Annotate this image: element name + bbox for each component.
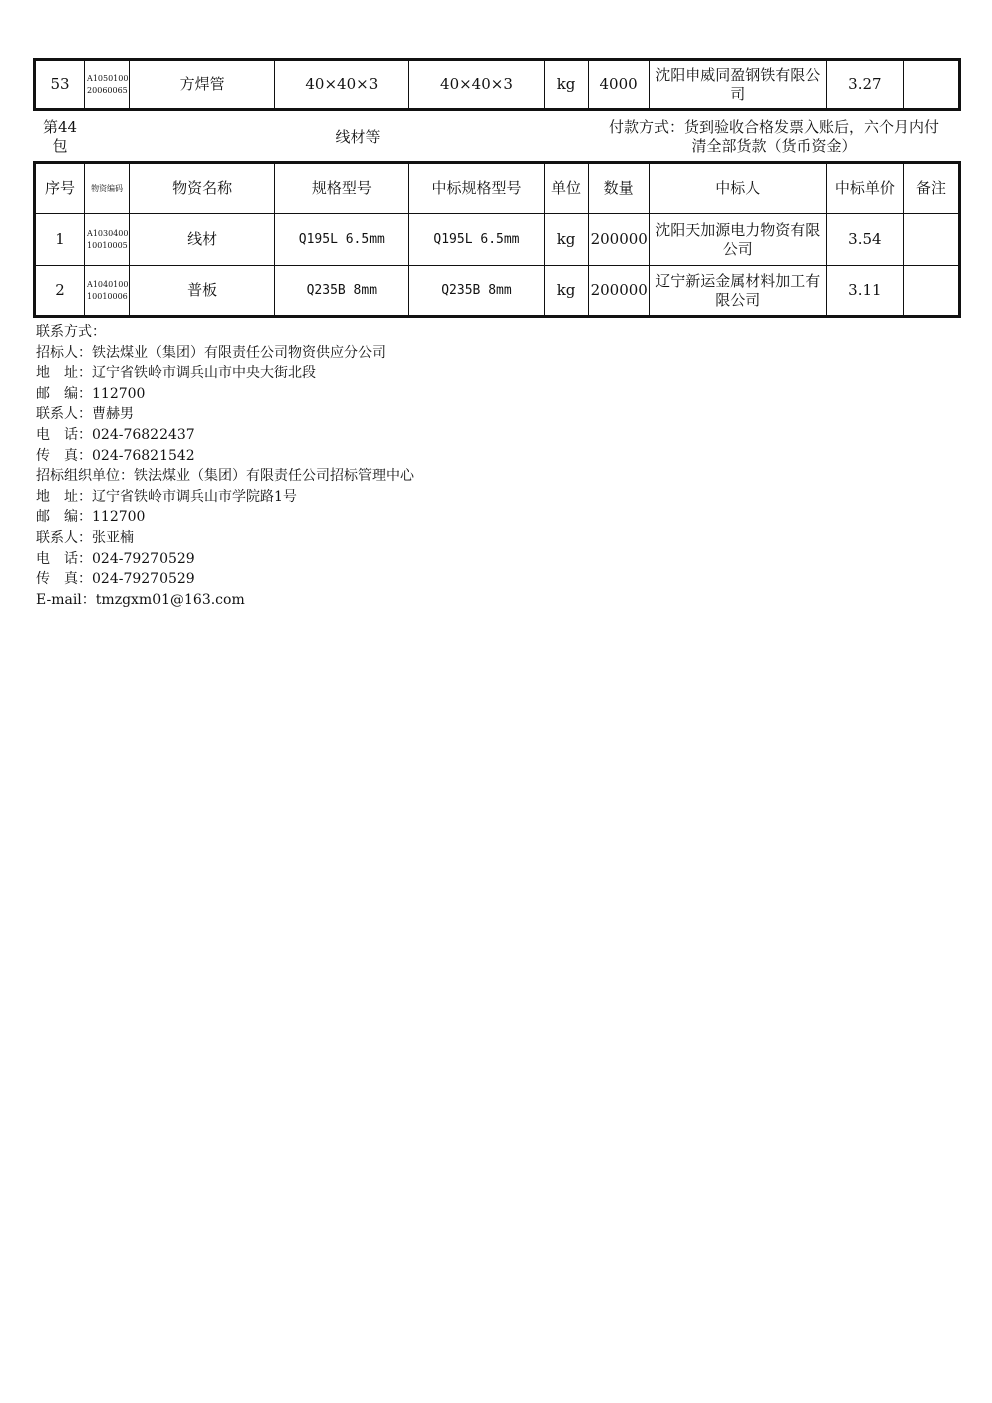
price-cell: 3.11 — [826, 266, 903, 317]
header-qty: 数量 — [588, 163, 649, 214]
contact-line: 地 址：辽宁省铁岭市调兵山市中央大街北段 — [36, 365, 316, 382]
contact-line: 邮 编：112700 — [36, 385, 146, 402]
code-line2: 20060065 — [87, 85, 128, 95]
contact-line: 电 话：024-79270529 — [36, 550, 195, 567]
contact-email: E-mail：tmzgxm01@163.com — [36, 591, 245, 608]
award-table — [33, 161, 961, 318]
bid-spec-cell: Q195L 6.5mm — [409, 214, 544, 266]
package-label — [40, 118, 80, 156]
code-line1: A1050100 — [87, 73, 129, 83]
header-seq: 序号 — [35, 163, 85, 214]
winner-cell: 沈阳申威同盈钢铁有限公司 — [649, 60, 826, 110]
contact-line: 招标人：铁法煤业（集团）有限责任公司物资供应分公司 — [36, 344, 386, 361]
table-row — [35, 60, 960, 110]
name-cell: 线材 — [130, 214, 275, 266]
code-cell — [85, 60, 130, 110]
spec-cell: Q235B 8mm — [275, 266, 409, 317]
contact-line: 电 话：024-76822437 — [36, 426, 195, 443]
seq-cell: 1 — [35, 214, 85, 266]
note-cell — [903, 214, 959, 266]
payment-terms — [588, 118, 960, 156]
winner-cell: 辽宁新运金属材料加工有限公司 — [649, 266, 826, 317]
header-price: 中标单价 — [826, 163, 903, 214]
code-line1: A1040100 — [87, 279, 129, 289]
price-cell: 3.54 — [826, 214, 903, 266]
contact-line: 传 真：024-76821542 — [36, 447, 195, 464]
qty-cell: 200000 — [588, 266, 649, 317]
seq-cell: 2 — [35, 266, 85, 317]
payment-line1: 付款方式：货到验收合格发票入账后，六个月内付 — [608, 118, 939, 136]
unit-cell: kg — [544, 60, 588, 110]
contact-block — [36, 322, 414, 610]
header-note: 备注 — [903, 163, 959, 214]
code-cell — [85, 214, 130, 266]
header-code: 物资编码 — [85, 163, 130, 214]
contact-line: 招标组织单位：铁法煤业（集团）有限责任公司招标管理中心 — [36, 468, 414, 485]
qty-cell: 200000 — [588, 214, 649, 266]
code-cell — [85, 266, 130, 317]
payment-line2: 清全部货款（货币资金） — [691, 137, 857, 155]
code-line2: 10010006 — [87, 291, 128, 301]
spec-cell: Q195L 6.5mm — [275, 214, 409, 266]
unit-cell: kg — [544, 266, 588, 317]
name-cell: 方焊管 — [130, 60, 275, 110]
contact-line: 地 址：辽宁省铁岭市调兵山市学院路1号 — [36, 488, 297, 505]
contact-line: 邮 编：112700 — [36, 509, 146, 526]
contact-line: 联系人：张亚楠 — [36, 529, 134, 546]
note-cell — [903, 266, 959, 317]
unit-cell: kg — [544, 214, 588, 266]
table-row — [35, 214, 960, 266]
header-unit: 单位 — [544, 163, 588, 214]
header-winner: 中标人 — [649, 163, 826, 214]
code-line2: 10010005 — [87, 240, 128, 250]
price-cell: 3.27 — [826, 60, 903, 110]
spec-cell: 40×40×3 — [275, 60, 409, 110]
code-line1: A1030400 — [87, 228, 129, 238]
note-cell — [903, 60, 959, 110]
header-name: 物资名称 — [130, 163, 275, 214]
contact-title: 联系方式： — [36, 324, 106, 340]
header-spec: 规格型号 — [275, 163, 409, 214]
top-table — [33, 58, 961, 111]
package-label-line1: 第44 — [42, 118, 78, 136]
header-bid-spec: 中标规格型号 — [409, 163, 544, 214]
contact-line: 传 真：024-79270529 — [36, 571, 195, 588]
package-label-line2: 包 — [52, 137, 68, 155]
bid-spec-cell: 40×40×3 — [409, 60, 544, 110]
seq-cell: 53 — [35, 60, 85, 110]
table-header-row — [35, 163, 960, 214]
table-row — [35, 266, 960, 317]
package-title: 线材等 — [335, 128, 381, 146]
name-cell: 普板 — [130, 266, 275, 317]
winner-cell: 沈阳天加源电力物资有限公司 — [649, 214, 826, 266]
bid-spec-cell: Q235B 8mm — [409, 266, 544, 317]
contact-line: 联系人：曹赫男 — [36, 406, 134, 423]
qty-cell: 4000 — [588, 60, 649, 110]
